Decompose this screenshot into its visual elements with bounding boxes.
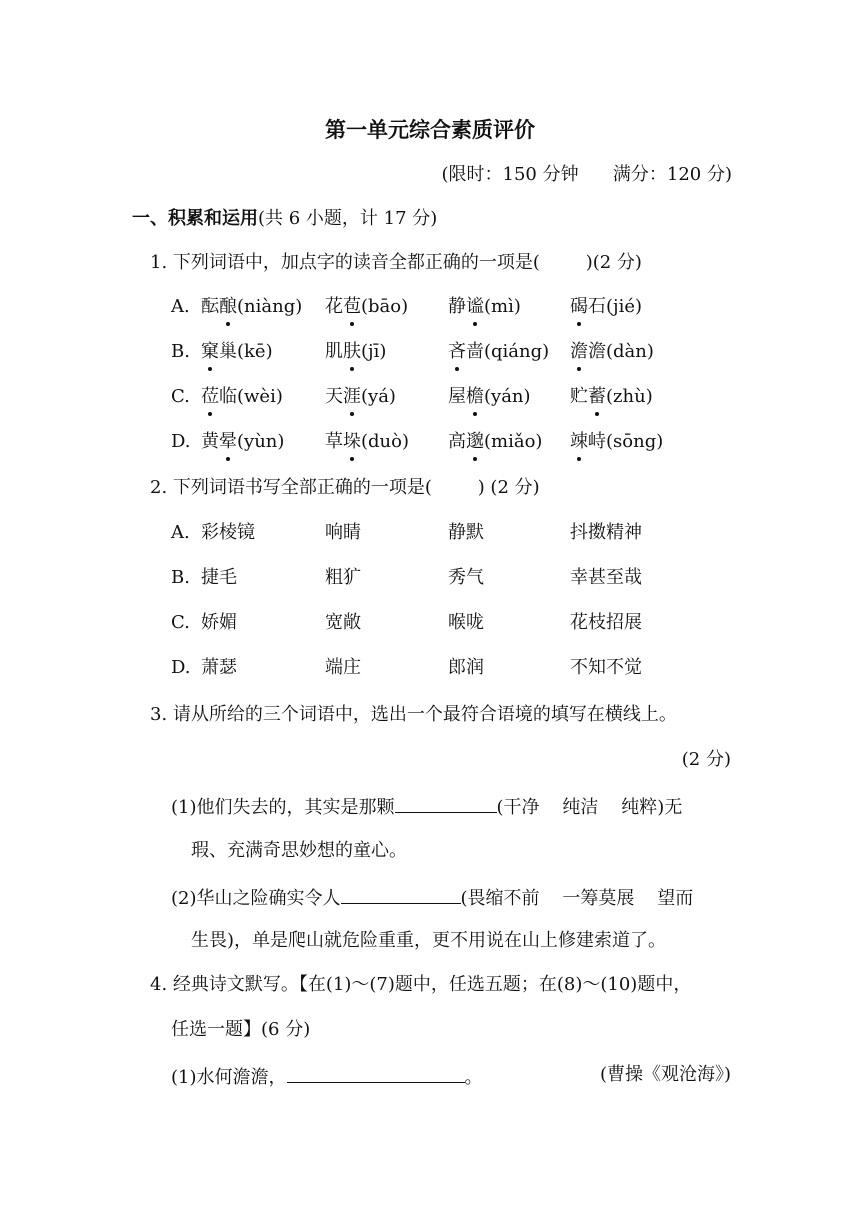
option-word xyxy=(570,339,654,365)
option-word: 花枝招展 xyxy=(570,612,642,633)
word-suffix-pinyin: 巢(kē) xyxy=(219,341,273,362)
question-4-stem: 4. 经典诗文默写。【在(1)～(7)题中，任选五题；在(8)～(10)题中， xyxy=(150,974,692,995)
option-word xyxy=(570,294,642,320)
dotted-char: 苞 xyxy=(343,294,361,320)
word-suffix-pinyin: (bāo) xyxy=(361,296,409,317)
word-prefix: 高 xyxy=(448,431,466,452)
time-score-limits: (限时：150 分钟 满分：120 分) xyxy=(441,164,732,185)
poem-line-start: (1)水何澹澹， xyxy=(171,1067,287,1088)
option-word xyxy=(201,339,273,365)
word-suffix-pinyin: (duò) xyxy=(361,431,409,452)
option-word: 宽敞 xyxy=(325,612,361,633)
option-word xyxy=(325,429,409,455)
word-suffix-pinyin: 啬(qiáng) xyxy=(466,341,550,362)
answer-blank[interactable] xyxy=(287,1062,465,1083)
word-suffix-pinyin: 澹(dàn) xyxy=(588,341,654,362)
option-word: 娇媚 xyxy=(201,612,237,633)
question-3-score: (2 分) xyxy=(681,749,731,770)
sentence-2-options: (畏缩不前 一筹莫展 望而 xyxy=(460,888,694,909)
option-word xyxy=(448,294,521,320)
dotted-char: 涯 xyxy=(343,384,361,410)
answer-blank[interactable] xyxy=(395,792,497,813)
option-row xyxy=(171,384,731,410)
option-word: 粗犷 xyxy=(325,567,361,588)
option-word: 捷毛 xyxy=(201,567,237,588)
option-word: 端庄 xyxy=(325,657,361,678)
option-word xyxy=(448,384,531,410)
sentence-1-options: (干净 纯洁 纯粹)无 xyxy=(496,797,683,818)
dotted-char: 吝 xyxy=(448,339,466,365)
option-word xyxy=(325,339,386,365)
option-word: 喉咙 xyxy=(448,612,484,633)
option-word: 郎润 xyxy=(448,657,484,678)
question-3-sentence-2-cont: 生畏)，单是爬山就危险重重，更不用说在山上修建索道了。 xyxy=(191,930,667,951)
word-prefix: 贮 xyxy=(570,386,588,407)
option-row xyxy=(171,610,731,636)
question-3-sentence-1 xyxy=(171,792,682,821)
dotted-char: 邈 xyxy=(466,429,484,455)
option-label: C. xyxy=(171,612,190,633)
word-suffix-pinyin: 临(wèi) xyxy=(219,386,283,407)
sentence-1-start: (1)他们失去的，其实是那颗 xyxy=(171,797,395,818)
option-label: A. xyxy=(171,296,190,317)
word-suffix-pinyin: (yán) xyxy=(484,386,531,407)
page-title: 第一单元综合素质评价 xyxy=(325,117,535,142)
word-suffix-pinyin: (mì) xyxy=(484,296,521,317)
word-prefix: 花 xyxy=(325,296,343,317)
option-word xyxy=(201,294,302,320)
word-suffix-pinyin: (jī) xyxy=(361,341,387,362)
word-prefix: 肌 xyxy=(325,341,343,362)
question-4-line-1 xyxy=(171,1062,483,1091)
option-word xyxy=(201,384,283,410)
word-prefix: 酝 xyxy=(201,296,219,317)
answer-blank[interactable] xyxy=(341,883,461,904)
question-3-stem: 3. 请从所给的三个词语中，选出一个最符合语境的填写在横线上。 xyxy=(150,704,677,725)
option-word xyxy=(201,429,284,455)
option-row xyxy=(171,339,731,365)
option-word xyxy=(448,339,549,365)
poem-line-end: 。 xyxy=(464,1067,483,1088)
dotted-char: 竦 xyxy=(570,429,588,455)
word-prefix: 静 xyxy=(448,296,466,317)
section-heading xyxy=(132,206,437,232)
option-word: 幸甚至哉 xyxy=(570,567,642,588)
option-row xyxy=(171,294,731,320)
option-row xyxy=(171,520,731,546)
word-suffix-pinyin: (miǎo) xyxy=(484,431,543,452)
option-word: 静默 xyxy=(448,522,484,543)
option-word xyxy=(570,384,653,410)
option-word: 响睛 xyxy=(325,522,361,543)
option-label: B. xyxy=(171,341,190,362)
option-word: 不知不觉 xyxy=(570,657,642,678)
dotted-char: 莅 xyxy=(201,384,219,410)
word-suffix-pinyin: (niàng) xyxy=(237,296,303,317)
option-word xyxy=(325,294,408,320)
option-label: C. xyxy=(171,386,190,407)
option-row xyxy=(171,429,731,455)
option-row xyxy=(171,565,731,591)
option-word xyxy=(325,384,396,410)
word-suffix-pinyin: (yá) xyxy=(361,386,396,407)
option-row xyxy=(171,655,731,681)
dotted-char: 晕 xyxy=(219,429,237,455)
option-word: 萧瑟 xyxy=(201,657,237,678)
option-label: B. xyxy=(171,567,190,588)
word-suffix-pinyin: 石(jié) xyxy=(588,296,643,317)
section-head-info: (共 6 小题，计 17 分) xyxy=(258,208,438,229)
question-2-stem: 2. 下列词语书写全部正确的一项是( ) (2 分) xyxy=(150,477,540,498)
dotted-char: 碣 xyxy=(570,294,588,320)
word-prefix: 屋 xyxy=(448,386,466,407)
dotted-char: 檐 xyxy=(466,384,484,410)
word-prefix: 草 xyxy=(325,431,343,452)
dotted-char: 肤 xyxy=(343,339,361,365)
question-4-stem-cont: 任选一题】(6 分) xyxy=(171,1019,311,1040)
option-label: D. xyxy=(171,431,191,452)
dotted-char: 酿 xyxy=(219,294,237,320)
poem-source: (曹操《观沧海》) xyxy=(599,1064,731,1085)
word-suffix-pinyin: (zhù) xyxy=(606,386,653,407)
question-3-sentence-1-cont: 瑕、充满奇思妙想的童心。 xyxy=(191,840,407,861)
option-label: A. xyxy=(171,522,190,543)
option-word: 彩棱镜 xyxy=(201,522,255,543)
section-head-label: 一、积累和运用 xyxy=(132,208,258,229)
dotted-char: 澹 xyxy=(570,339,588,365)
option-label: D. xyxy=(171,657,191,678)
word-prefix: 天 xyxy=(325,386,343,407)
question-1-stem: 1. 下列词语中，加点字的读音全都正确的一项是( )(2 分) xyxy=(150,252,642,273)
option-word xyxy=(570,429,663,455)
word-prefix: 黄 xyxy=(201,431,219,452)
dotted-char: 谧 xyxy=(466,294,484,320)
sentence-2-start: (2)华山之险确实令人 xyxy=(171,888,341,909)
question-3-sentence-2 xyxy=(171,883,693,912)
dotted-char: 窠 xyxy=(201,339,219,365)
dotted-char: 蓄 xyxy=(588,384,606,410)
option-word: 抖擞精神 xyxy=(570,522,642,543)
option-word xyxy=(448,429,542,455)
dotted-char: 垛 xyxy=(343,429,361,455)
option-word: 秀气 xyxy=(448,567,484,588)
word-suffix-pinyin: 峙(sōng) xyxy=(588,431,664,452)
word-suffix-pinyin: (yùn) xyxy=(237,431,285,452)
